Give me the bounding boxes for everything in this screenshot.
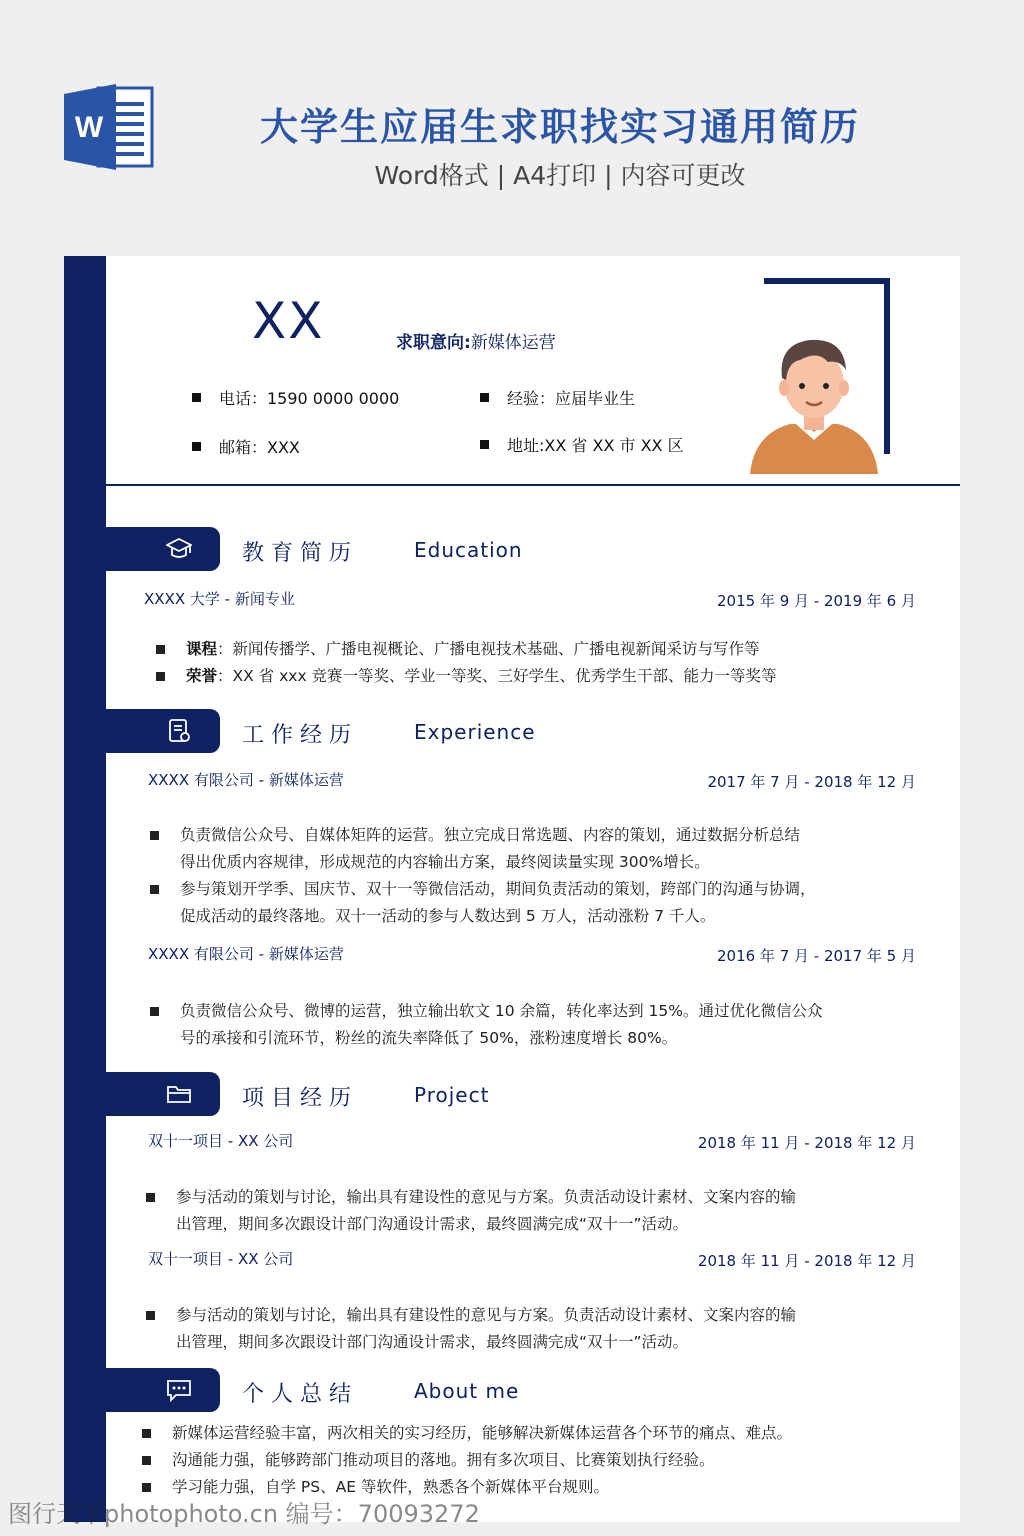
about-bullet-1: 新媒体运营经验丰富，两次相关的实习经历，能够解决新媒体运营各个环节的痛点、难点。 — [172, 1420, 792, 1447]
honor-text: ：XX 省 xxx 竞赛一等奖、学业一等奖、三好学生、优秀学生干部、能力一等奖等 — [217, 667, 777, 685]
education-title: 教育简历 — [242, 541, 359, 566]
job-1-company: XXXX 有限公司 - 新媒体运营 — [148, 771, 344, 789]
job-2-dates: 2016 年 7 月 - 2017 年 5 月 — [717, 947, 916, 965]
left-stripe — [64, 256, 106, 1522]
banner-title: 大学生应届生求职找实习通用简历 — [259, 105, 860, 149]
experience-title: 工作经历 — [242, 723, 359, 748]
folder-icon — [166, 1081, 192, 1107]
word-icon-letter: W — [74, 111, 104, 144]
education-title-en: Education — [414, 538, 523, 562]
about-bullet-3: 学习能力强，自学 PS、AE 等软件，熟悉各个新媒体平台规则。 — [172, 1474, 609, 1501]
school-name: XXXX 大学 - 新闻专业 — [144, 590, 295, 608]
avatar — [748, 332, 880, 474]
project-title: 项目经历 — [242, 1086, 359, 1111]
job-intent-label: 求职意向: — [396, 333, 471, 353]
job-intent-value: 新媒体运营 — [470, 333, 556, 353]
course-bullet — [186, 636, 760, 663]
about-title: 个人总结 — [242, 1382, 359, 1407]
education-dates: 2015 年 9 月 - 2019 年 6 月 — [717, 592, 916, 610]
project-1-dates: 2018 年 11 月 - 2018 年 12 月 — [697, 1134, 916, 1152]
job-1-bullet-2: 参与策划开学季、国庆节、双十一等微信活动，期间负责活动的策划，跨部门的沟通与协调， 促成活动的最终落地。双十一活动的参与人数达到 5 万人，活动涨粉 7 千人。 — [180, 876, 816, 930]
header-divider — [106, 484, 960, 486]
phone-info: 电话：1590 0000 0000 — [192, 386, 399, 409]
project-1-name: 双十一项目 - XX 公司 — [148, 1132, 294, 1150]
address-info: 地址:XX 省 XX 市 XX 区 — [480, 433, 684, 456]
project-2-name: 双十一项目 - XX 公司 — [148, 1250, 294, 1268]
about-tab — [106, 1368, 220, 1412]
job-2-bullet-1: 负责微信公众号、微博的运营，独立输出软文 10 余篇，转化率达到 15%。通过优化微信公众 号的承接和引流环节，粉丝的流失率降低了 50%，涨粉速度增长 80%。 — [180, 998, 822, 1052]
course-label: 课程 — [186, 640, 218, 658]
job-intent — [396, 328, 556, 353]
experience-tab — [106, 709, 220, 753]
job-1-bullet-1: 负责微信公众号、自媒体矩阵的运营。独立完成日常选题、内容的策划，通过数据分析总结 得出优质内容规律，形成规范的内容输出方案，最终阅读量实现 300%增长。 — [180, 822, 800, 876]
about-title-en: About me — [414, 1379, 520, 1403]
project-title-en: Project — [414, 1083, 490, 1107]
about-bullet-2: 沟通能力强，能够跨部门推动项目的落地。拥有多次项目、比赛策划执行经验。 — [172, 1447, 715, 1474]
project-tab — [106, 1072, 220, 1116]
job-2-company: XXXX 有限公司 - 新媒体运营 — [148, 945, 344, 963]
banner — [0, 0, 1024, 240]
banner-subtitle: Word格式 | A4打印 | 内容可更改 — [374, 161, 746, 190]
project-2-dates: 2018 年 11 月 - 2018 年 12 月 — [697, 1252, 916, 1270]
honor-bullet — [186, 663, 777, 690]
experience-title-en: Experience — [414, 720, 536, 744]
candidate-name: XX — [252, 292, 325, 350]
education-tab — [106, 527, 220, 571]
resume-document-icon — [166, 718, 192, 744]
chat-bubble-icon — [166, 1377, 192, 1403]
graduation-cap-icon — [166, 536, 192, 562]
course-text: ：新闻传播学、广播电视概论、广播电视技术基础、广播电视新闻采访与写作等 — [217, 640, 760, 658]
project-2-bullet: 参与活动的策划与讨论，输出具有建设性的意见与方案。负责活动设计素材、文案内容的输 出管理，期间多次跟设计部门沟通设计需求，最终圆满完成“双十一”活动。 — [176, 1302, 796, 1356]
project-1-bullet: 参与活动的策划与讨论，输出具有建设性的意见与方案。负责活动设计素材、文案内容的输 出管理，期间多次跟设计部门沟通设计需求，最终圆满完成“双十一”活动。 — [176, 1184, 796, 1238]
word-document-icon — [64, 84, 156, 170]
watermark: 图行天下photophoto.cn 编号：70093272 — [8, 1500, 480, 1528]
honor-label: 荣誉 — [186, 667, 218, 685]
resume-sheet — [64, 256, 960, 1522]
email-info: 邮箱：XXX — [192, 435, 300, 458]
job-1-dates: 2017 年 7 月 - 2018 年 12 月 — [707, 773, 916, 791]
experience-info: 经验：应届毕业生 — [480, 386, 635, 409]
